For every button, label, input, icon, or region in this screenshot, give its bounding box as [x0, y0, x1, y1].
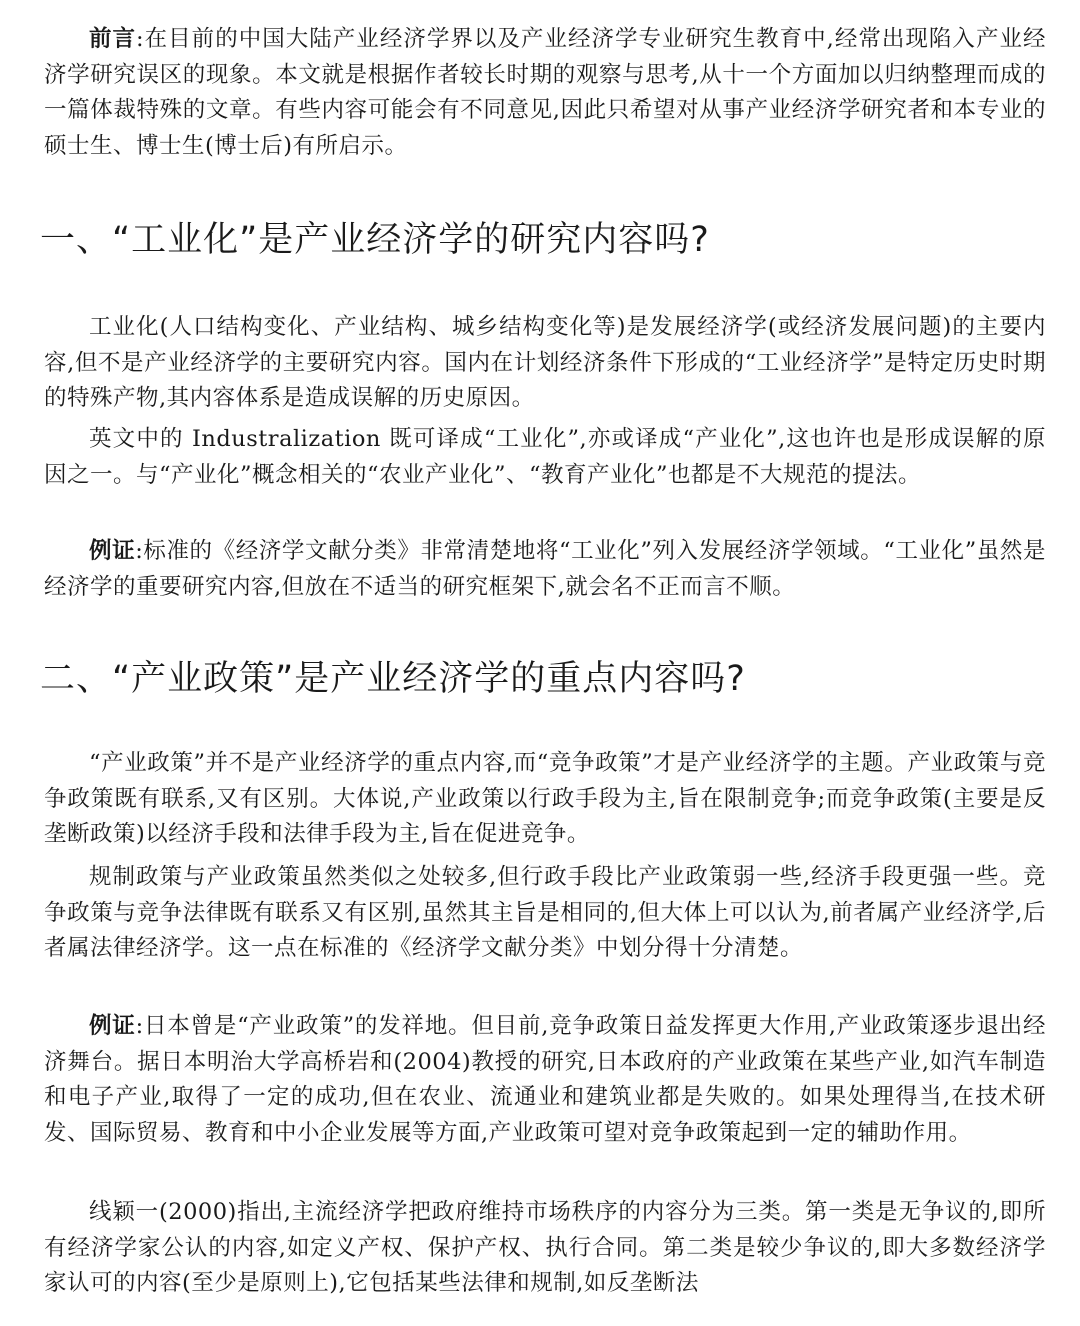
section2-paragraph-3: 线颖一(2000)指出,主流经济学把政府维持市场秩序的内容分为三类。第一类是无争议的,即所有经济学家公认的内容,如定义产权、保护产权、执行合同。第二类是较少争议的,即大多数经济学家认可的内容(至少是原则上),它包括某些法律和规制,如反垄断法 [44, 1199, 1046, 1296]
section2-example-lead: 例证 [89, 1013, 136, 1039]
section2-example [44, 1009, 1046, 1151]
section2-heading: 二、“产业政策”是产业经济学的重点内容吗? [40, 659, 746, 699]
section1-paragraph-1: 工业化(人口结构变化、产业结构、城乡结构变化等)是发展经济学(或经济发展问题)的主要内容,但不是产业经济学的主要研究内容。国内在计划经济条件下形成的“工业经济学”是特定历史时期的特殊产物,其内容体系是造成误解的历史原因。 [44, 314, 1046, 411]
section1-paragraph-2: 英文中的 Industralization 既可译成“工业化”,亦或译成“产业化”,这也许也是形成误解的原因之一。与“产业化”概念相关的“农业产业化”、“教育产业化”也都是不大规范的提法。 [44, 426, 1046, 488]
preface-text: :在目前的中国大陆产业经济学界以及产业经济学专业研究生教育中,经常出现陷入产业经济学研究误区的现象。本文就是根据作者较长时期的观察与思考,从十一个方面加以归纳整理而成的一篇体裁特殊的文章。有些内容可能会有不同意见,因此只希望对从事产业经济学研究者和本专业的硕士生、博士生(博士后)有所启示。 [44, 26, 1046, 159]
preface-paragraph [44, 22, 1046, 164]
section2-paragraph-1: “产业政策”并不是产业经济学的重点内容,而“竞争政策”才是产业经济学的主题。产业政策与竞争政策既有联系,又有区别。大体说,产业政策以行政手段为主,旨在限制竞争;而竞争政策(主要是反垄断政策)以经济手段和法律手段为主,旨在促进竞争。 [44, 750, 1046, 847]
section1-example [44, 534, 1046, 605]
section2-example-text: :日本曾是“产业政策”的发祥地。但目前,竞争政策日益发挥更大作用,产业政策逐步退出经济舞台。据日本明治大学高桥岩和(2004)教授的研究,日本政府的产业政策在某些产业,如汽车制造和电子产业,取得了一定的成功,但在农业、流通业和建筑业都是失败的。如果处理得当,在技术研发、国际贸易、教育和中小企业发展等方面,产业政策可望对竞争政策起到一定的辅助作用。 [44, 1013, 1046, 1146]
preface-lead: 前言 [89, 26, 137, 52]
section2-paragraph-2: 规制政策与产业政策虽然类似之处较多,但行政手段比产业政策弱一些,经济手段更强一些。竞争政策与竞争法律既有联系又有区别,虽然其主旨是相同的,但大体上可以认为,前者属产业经济学,后者属法律经济学。这一点在标准的《经济学文献分类》中划分得十分清楚。 [44, 864, 1046, 961]
section1-heading: 一、“工业化”是产业经济学的研究内容吗? [40, 220, 710, 260]
section1-example-text: :标准的《经济学文献分类》非常清楚地将“工业化”列入发展经济学领域。“工业化”虽然是经济学的重要研究内容,但放在不适当的研究框架下,就会名不正而言不顺。 [44, 538, 1046, 600]
section1-example-lead: 例证 [89, 538, 136, 564]
